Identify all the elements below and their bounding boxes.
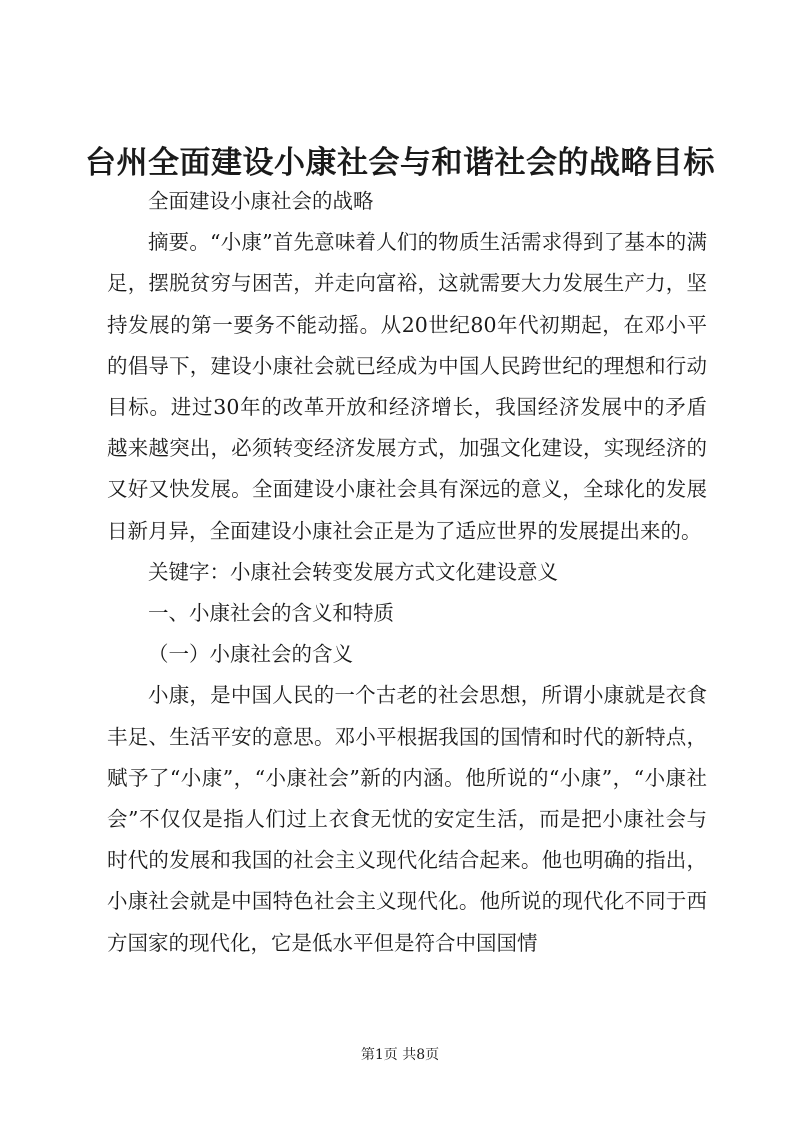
- subsection-heading: （一）小康社会的含义: [148, 642, 353, 667]
- keywords-line: 关键字：小康社会转变发展方式文化建设意义: [148, 559, 558, 584]
- subtitle: 全面建设小康社会的战略: [148, 189, 374, 213]
- document-body: [107, 181, 707, 964]
- section-heading: 一、小康社会的含义和特质: [148, 601, 394, 626]
- page-footer: 第1页 共8页: [360, 1047, 440, 1063]
- abstract-paragraph: 摘要。“小康”首先意味着人们的物质生活需求得到了基本的满足，摆脱贫穷与困苦，并走向富裕，这就需要大力发展生产力，坚持发展的第一要务不能动摇。从20世纪80年代初期起，在邓小平的倡导下，建设小康社会就已经成为中国人民跨世纪的理想和行动目标。进过30年的改革开放和经济增长，我国经济发展中的矛盾越来越突出，必须转变经济发展方式，加强文化建设，实现经济的又好又快发展。全面建设小康社会具有深远的意义，全球化的发展日新月异，全面建设小康社会正是为了适应世界的发展提出来的。: [107, 230, 707, 543]
- body-paragraph: 小康，是中国人民的一个古老的社会思想，所谓小康就是衣食丰足、生活平安的意思。邓小平根据我国的国情和时代的新特点，赋予了“小康”，“小康社会”新的内涵。他所说的“小康”，“小康社会”不仅仅是指人们过上衣食无忧的安定生活，而是把小康社会与时代的发展和我国的社会主义现代化结合起来。他也明确的指出，小康社会就是中国特色社会主义现代化。他所说的现代化不同于西方国家的现代化，它是低水平但是符合中国国情: [107, 683, 707, 955]
- document-title: 台州全面建设小康社会与和谐社会的战略目标: [85, 145, 715, 181]
